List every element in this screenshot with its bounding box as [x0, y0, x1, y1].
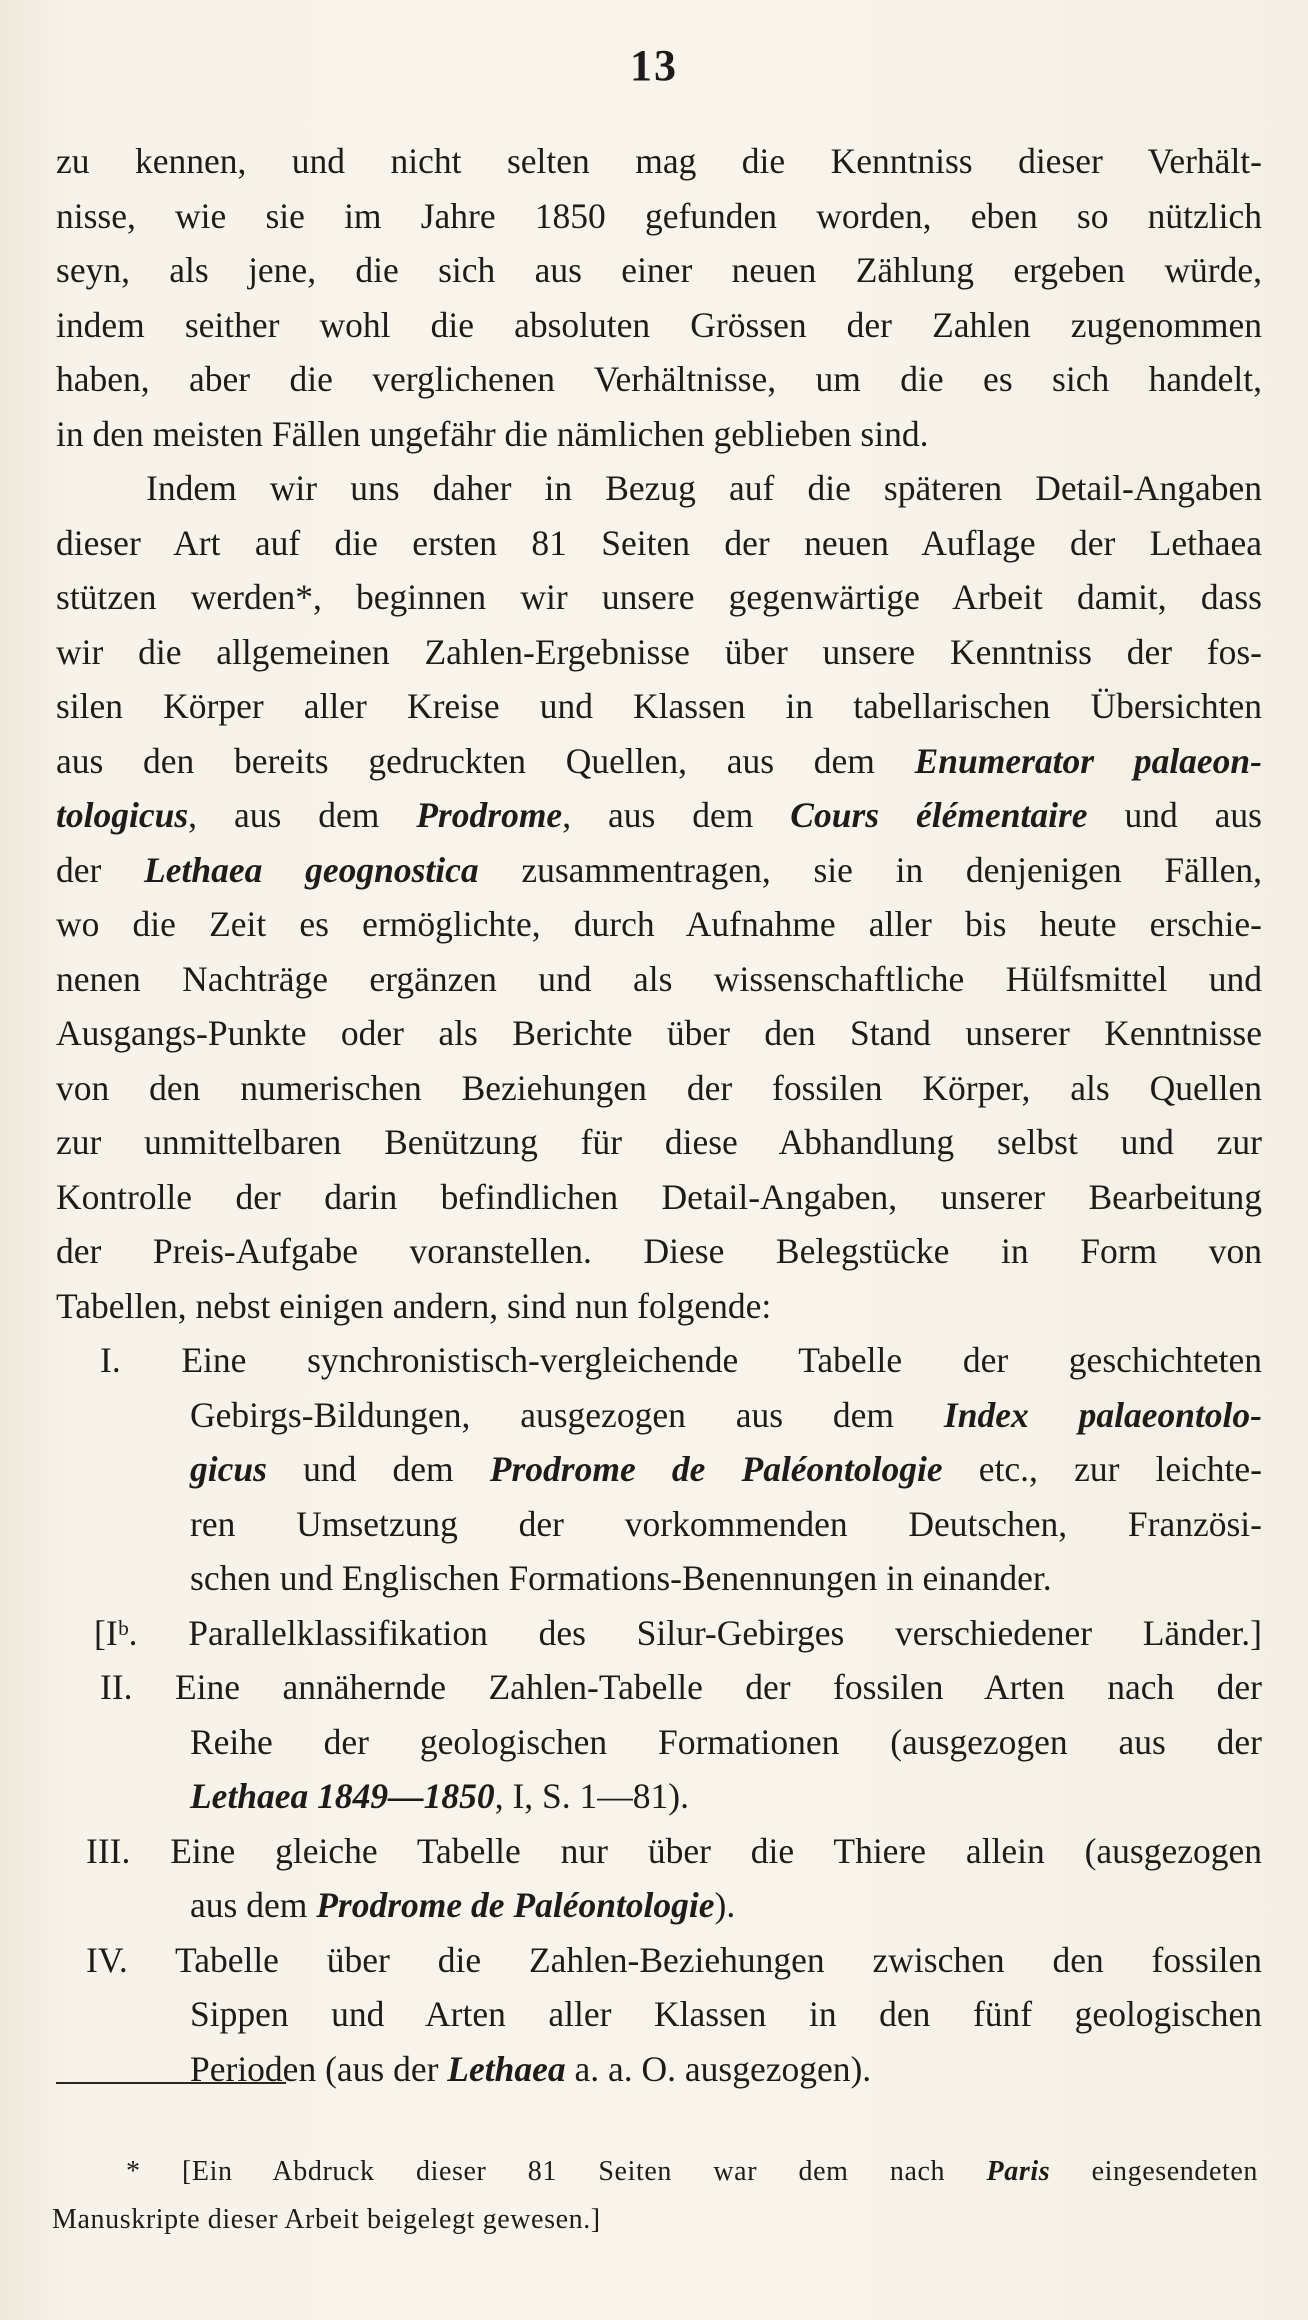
list-item-iii [56, 1824, 1262, 1933]
text-line [56, 1606, 1262, 1661]
text-line [190, 1442, 1262, 1497]
item-number: I. [100, 1340, 121, 1380]
list-item-i [56, 1333, 1262, 1606]
footnote-line: Manuskripte dieser Arbeit beigelegt gewesen.] [52, 2204, 601, 2235]
text-line: seyn, als jene, die sich aus einer neuen Zählung ergeben würde, [56, 250, 1262, 290]
text-line: von den numerischen Beziehungen der fossilen Körper, als Quellen [56, 1067, 1262, 1108]
text-line: zur unmittelbaren Benützung für diese Abhandlung selbst und zur [56, 1122, 1262, 1162]
text-line: stützen werden*, beginnen wir unsere gegenwärtige Arbeit damit, dass [56, 577, 1262, 617]
text-segment: ). [714, 1885, 736, 1925]
title-index: Index palaeontolo- [943, 1394, 1262, 1435]
text-line [56, 189, 1262, 244]
text-segment: * [Ein Abdruck dieser 81 Seiten war dem nach [126, 2156, 987, 2187]
text-line [56, 1333, 1262, 1388]
text-line [56, 734, 1262, 789]
title-lethaea: Lethaea geognostica [144, 849, 479, 890]
text-segment: Eine synchronistisch-vergleichende Tabelle der geschichteten [181, 1340, 1262, 1380]
text-segment: etc., zur leichte- [942, 1449, 1262, 1489]
text-segment: aus den bereits gedruckten Quellen, aus dem [56, 740, 915, 781]
text-line: indem seither wohl die absoluten Grössen der Zahlen zugenommen [56, 304, 1262, 345]
title-prodrome: Prodrome [416, 795, 563, 835]
body-text [56, 134, 1262, 2096]
place-paris: Paris [986, 2156, 1051, 2187]
item-number: [Iᵇ. [94, 1612, 138, 1653]
text-segment: und aus [1087, 795, 1262, 835]
paragraph-1 [56, 134, 1262, 461]
title-cours: Cours élémentaire [790, 795, 1088, 835]
text-line: Kontrolle der darin befindlichen Detail-Angaben, unserer Bearbeitung [56, 1176, 1262, 1217]
text-line: Ausgangs-Punkte oder als Berichte über den Stand unserer Kenntnisse [56, 1013, 1262, 1053]
text-line [56, 843, 1262, 898]
text-segment: und dem [266, 1449, 490, 1489]
text-line [190, 1388, 1262, 1443]
text-line: schen und Englischen Formations-Benennungen in einander. [190, 1558, 1052, 1598]
text-line: Indem wir uns daher in Bezug auf die späteren Detail-Angaben [146, 468, 1262, 508]
text-line: Tabellen, nebst einigen andern, sind nun folgende: [56, 1285, 772, 1326]
page-number: 13 [630, 41, 678, 90]
paragraph-2 [56, 461, 1262, 1333]
title-lethaea-years: Lethaea 1849—1850 [190, 1776, 495, 1816]
text-line: wo die Zeit es ermöglichte, durch Aufnahme aller bis heute erschie- [56, 904, 1262, 944]
list-item-ib [56, 1606, 1262, 1661]
text-segment: , aus dem [562, 795, 791, 835]
title-prodrome-paleontologie: Prodrome de Paléontologie [489, 1449, 943, 1489]
text-line [190, 1878, 1262, 1933]
item-number: III. [86, 1830, 131, 1871]
footnote [52, 2148, 1258, 2244]
table-list [56, 1333, 1262, 2096]
text-segment: Parallelklassifikation des Silur-Gebirges verschiedener Länder.] [188, 1612, 1262, 1653]
footnote-divider [56, 2082, 286, 2084]
text-line [56, 788, 1262, 843]
text-line: haben, aber die verglichenen Verhältnisse, um die es sich handelt, [56, 359, 1262, 399]
title-index-cont: gicus [190, 1449, 267, 1489]
text-line-content: nisse, wie sie im Jahre 1850 gefunden worden, eben so nützlich [56, 195, 1262, 236]
footnote-line [52, 2148, 1258, 2196]
text-line: zu kennen, und nicht selten mag die Kenntniss dieser Verhält- [56, 141, 1262, 181]
text-line: silen Körper aller Kreise und Klassen in tabellarischen Übersichten [56, 686, 1262, 726]
text-segment: a. a. O. ausgezogen). [565, 2048, 872, 2089]
text-line: in den meisten Fällen ungefähr die nämlichen geblieben sind. [56, 413, 929, 454]
title-prodrome-paleontologie: Prodrome de Paléontologie [316, 1885, 715, 1925]
item-number: II. [100, 1667, 133, 1707]
text-segment: Eine annähernde Zahlen-Tabelle der fossilen Arten nach der [174, 1667, 1262, 1707]
item-number: IV. [86, 1939, 128, 1980]
text-segment: Eine gleiche Tabelle nur über die Thiere allein (ausgezogen [170, 1830, 1263, 1871]
text-segment: aus dem [190, 1885, 317, 1925]
text-segment: zusammentragen, sie in denjenigen Fällen, [478, 849, 1262, 890]
list-item-ii [56, 1660, 1262, 1824]
text-line: wir die allgemeinen Zahlen-Ergebnisse über unsere Kenntniss der fos- [56, 631, 1262, 672]
title-enumerator: Enumerator palaeon- [914, 740, 1262, 781]
title-enumerator-cont: tologicus [56, 795, 189, 835]
list-item-iv [56, 1933, 1262, 2097]
text-line: der Preis-Aufgabe voranstellen. Diese Belegstücke in Form von [56, 1231, 1262, 1271]
text-segment: der [56, 849, 145, 890]
text-segment: , aus dem [188, 795, 417, 835]
text-segment: Tabelle über die Zahlen-Beziehungen zwischen den fossilen [174, 1939, 1262, 1980]
text-line: Reihe der geologischen Formationen (ausgezogen aus der [190, 1721, 1262, 1762]
text-line [56, 1660, 1262, 1715]
text-line [56, 1933, 1262, 1988]
text-line [56, 1824, 1262, 1879]
text-segment: Gebirgs-Bildungen, ausgezogen aus dem [190, 1394, 944, 1435]
text-line [190, 1769, 1262, 1824]
title-lethaea: Lethaea [447, 2048, 566, 2089]
text-line: dieser Art auf die ersten 81 Seiten der neuen Auflage der Lethaea [56, 522, 1262, 563]
text-segment: , I, S. 1—81). [494, 1776, 689, 1816]
text-line: Sippen und Arten aller Klassen in den fünf geologischen [190, 1994, 1262, 2034]
text-line [190, 2042, 1262, 2097]
text-line: ren Umsetzung der vorkommenden Deutschen, Französi- [190, 1503, 1262, 1544]
text-segment: Perioden (aus der [190, 2048, 448, 2089]
text-segment: eingesendeten [1050, 2156, 1258, 2187]
text-line: nenen Nachträge ergänzen und als wissenschaftliche Hülfsmittel und [56, 958, 1262, 999]
